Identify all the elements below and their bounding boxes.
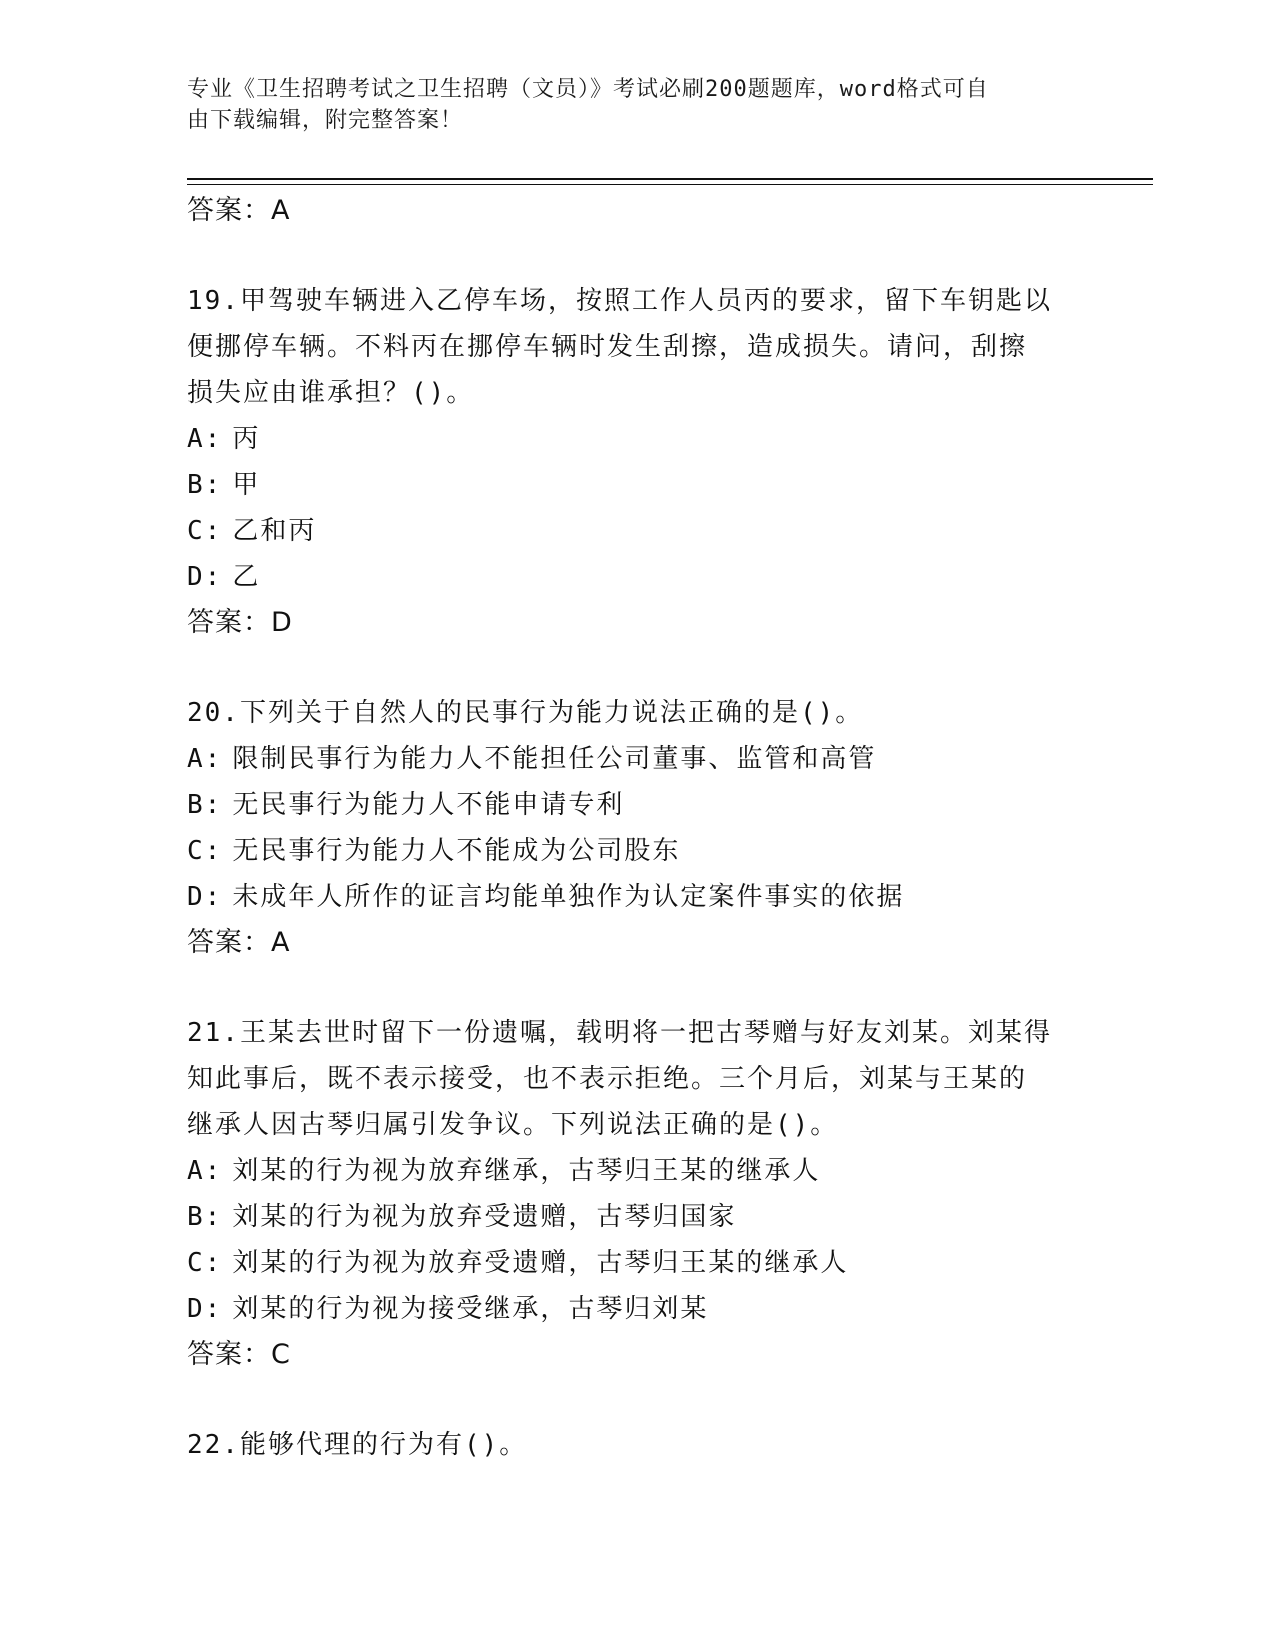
option-text: 甲 [232, 470, 261, 500]
option-letter: A [187, 424, 205, 454]
question-option [187, 736, 1087, 782]
option-letter: C [187, 516, 205, 546]
answer-label: 答案： [187, 1339, 271, 1370]
option-letter: B [187, 1202, 205, 1232]
answer-label: 答案： [187, 927, 271, 958]
option-text: 无民事行为能力人不能申请专利 [232, 790, 625, 820]
answer-value: A [271, 927, 291, 958]
header-line-2: 由下载编辑，附完整答案！ [187, 108, 464, 133]
option-separator: : [204, 516, 223, 546]
option-text: 刘某的行为视为放弃继承，古琴归王某的继承人 [232, 1156, 821, 1186]
question-block [187, 1010, 1087, 1378]
option-text: 乙和丙 [232, 516, 317, 546]
question-stem-line: 继承人因古琴归属引发争议。下列说法正确的是()。 [187, 1110, 839, 1140]
answer-value: A [271, 195, 291, 226]
option-letter: B [187, 470, 205, 500]
option-text: 丙 [232, 424, 261, 454]
header-line-1: 专业《卫生招聘考试之卫生招聘（文员）》考试必刷200题题库，word格式可自 [187, 77, 989, 102]
question-block [187, 278, 1087, 646]
option-text: 限制民事行为能力人不能担任公司董事、监管和高管 [232, 744, 877, 774]
option-text: 刘某的行为视为放弃受遗赠，古琴归国家 [232, 1202, 737, 1232]
option-separator: : [204, 1156, 223, 1186]
option-separator: : [204, 882, 223, 912]
question-option [187, 1286, 1087, 1332]
option-letter: D [187, 882, 205, 912]
question-spacer [187, 1378, 1087, 1422]
document-header [187, 74, 1067, 136]
option-letter: C [187, 1248, 205, 1278]
question-spacer [187, 966, 1087, 1010]
question-list [187, 188, 1087, 1468]
answer-value: C [271, 1339, 291, 1370]
question-option [187, 1240, 1087, 1286]
question-option [187, 1148, 1087, 1194]
header-rule-thick [187, 178, 1153, 180]
question-block [187, 1422, 1087, 1468]
option-letter: D [187, 562, 205, 592]
option-letter: D [187, 1294, 205, 1324]
option-letter: A [187, 1156, 205, 1186]
answer-label: 答案： [187, 195, 271, 226]
question-option [187, 782, 1087, 828]
option-letter: C [187, 836, 205, 866]
question-answer [187, 1332, 1087, 1378]
questions-container [187, 234, 1087, 1468]
question-option [187, 874, 1087, 920]
option-letter: B [187, 790, 205, 820]
answer-label: 答案： [187, 607, 271, 638]
question-block [187, 690, 1087, 966]
option-separator: : [204, 1248, 223, 1278]
question-option [187, 554, 1087, 600]
question-stem-line: 损失应由谁承担？()。 [187, 378, 475, 408]
header-rule-thin [187, 184, 1153, 185]
option-separator: : [204, 744, 223, 774]
question-stem-line: 19.甲驾驶车辆进入乙停车场，按照工作人员丙的要求，留下车钥匙以 [187, 286, 1052, 316]
question-option [187, 828, 1087, 874]
option-separator: : [204, 836, 223, 866]
question-option [187, 462, 1087, 508]
question-stem-line: 20.下列关于自然人的民事行为能力说法正确的是()。 [187, 698, 864, 728]
option-text: 刘某的行为视为放弃受遗赠，古琴归王某的继承人 [232, 1248, 849, 1278]
option-text: 无民事行为能力人不能成为公司股东 [232, 836, 681, 866]
question-option [187, 508, 1087, 554]
option-separator: : [204, 1294, 223, 1324]
option-text: 未成年人所作的证言均能单独作为认定案件事实的依据 [232, 882, 905, 912]
option-separator: : [204, 424, 223, 454]
question-option [187, 416, 1087, 462]
question-spacer [187, 646, 1087, 690]
question-stem-line: 21.王某去世时留下一份遗嘱，载明将一把古琴赠与好友刘某。刘某得 [187, 1018, 1052, 1048]
question-answer [187, 920, 1087, 966]
option-text: 刘某的行为视为接受继承，古琴归刘某 [232, 1294, 709, 1324]
option-separator: : [204, 470, 223, 500]
question-stem-line: 22.能够代理的行为有()。 [187, 1430, 528, 1460]
option-separator: : [204, 790, 223, 820]
option-separator: : [204, 1202, 223, 1232]
question-stem-line: 便挪停车辆。不料丙在挪停车辆时发生刮擦，造成损失。请问，刮擦 [187, 332, 1028, 362]
question-option [187, 1194, 1087, 1240]
answer-value: D [271, 607, 293, 638]
option-separator: : [204, 562, 223, 592]
question-stem-line: 知此事后，既不表示接受，也不表示拒绝。三个月后，刘某与王某的 [187, 1064, 1028, 1094]
previous-answer [187, 188, 1087, 234]
option-text: 乙 [232, 562, 261, 592]
option-letter: A [187, 744, 205, 774]
question-answer [187, 600, 1087, 646]
question-spacer [187, 234, 1087, 278]
